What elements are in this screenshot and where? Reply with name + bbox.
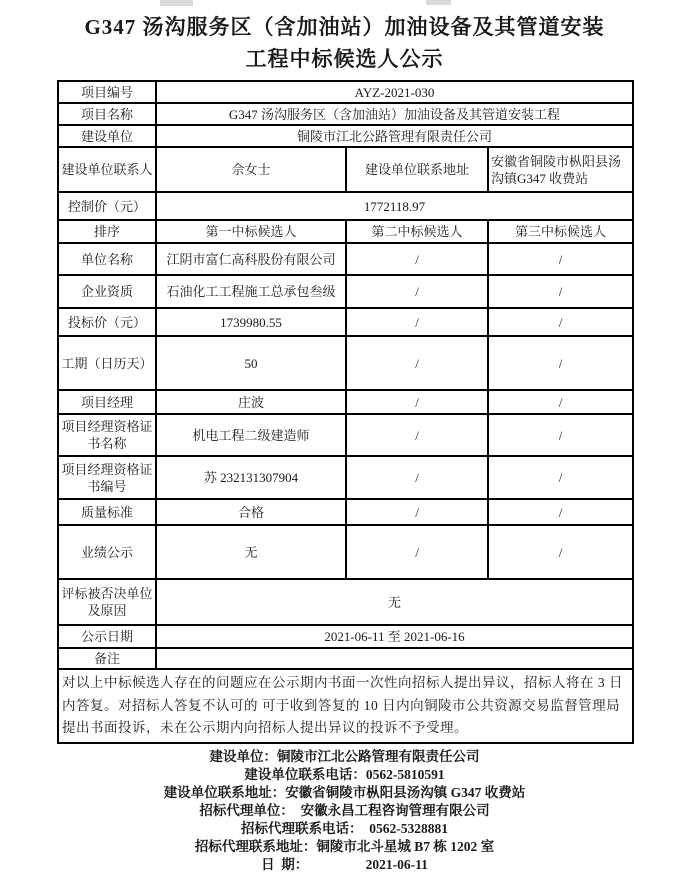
table-row [58, 103, 633, 125]
remark-value [156, 648, 633, 669]
company-label: 单位名称 [58, 243, 156, 275]
manager-third: / [488, 390, 633, 414]
footer-agent: 招标代理单位： 安徽永昌工程咨询管理有限公司 [199, 802, 490, 818]
footer-owner: 建设单位：铜陵市江北公路管理有限责任公司 [209, 748, 480, 764]
bid-price-second: / [346, 308, 488, 336]
footer-block [0, 748, 689, 874]
cert-name-third: / [488, 414, 633, 456]
manager-second: / [346, 390, 488, 414]
remark-label: 备注 [58, 648, 156, 669]
qualification-third: / [488, 275, 633, 308]
page-title [0, 0, 689, 75]
control-price-label: 控制价（元） [58, 192, 156, 220]
footer-agent-phone: 招标代理联系电话： 0562-5328881 [241, 820, 448, 836]
duration-third: / [488, 336, 633, 390]
rejected-label: 评标被否决单位及原因 [58, 579, 156, 625]
publicity-date-label: 公示日期 [58, 625, 156, 648]
performance-second: / [346, 525, 488, 579]
rejected-value: 无 [156, 579, 633, 625]
bid-price-label: 投标价（元） [58, 308, 156, 336]
owner-value: 铜陵市江北公路管理有限责任公司 [156, 125, 633, 147]
company-second: / [346, 243, 488, 275]
control-price-value: 1772118.97 [156, 192, 633, 220]
table-row [58, 414, 633, 456]
duration-first: 50 [156, 336, 346, 390]
table-row [58, 308, 633, 336]
top-edge-artifact-left [160, 0, 193, 6]
contact-address-label: 建设单位联系地址 [346, 147, 488, 192]
qualification-second: / [346, 275, 488, 308]
rank-third-header: 第三中标候选人 [488, 220, 633, 243]
table-row [58, 525, 633, 579]
cert-no-label: 项目经理资格证书编号 [58, 456, 156, 499]
table-row [58, 579, 633, 625]
manager-label: 项目经理 [58, 390, 156, 414]
table-row [58, 147, 633, 192]
table-row [58, 625, 633, 648]
project-name-label: 项目名称 [58, 103, 156, 125]
cert-no-first: 苏 232131307904 [156, 456, 346, 499]
table-row [58, 648, 633, 669]
project-no-label: 项目编号 [58, 81, 156, 103]
footer-agent-address: 招标代理联系地址：铜陵市北斗星城 B7 栋 1202 室 [194, 838, 495, 854]
contact-label: 建设单位联系人 [58, 147, 156, 192]
company-first: 江阴市富仁高科股份有限公司 [156, 243, 346, 275]
table-row [58, 81, 633, 103]
page-title-line2: 工程中标候选人公示 [245, 47, 444, 71]
rank-first-header: 第一中标候选人 [156, 220, 346, 243]
footer-owner-phone: 建设单位联系电话：0562-5810591 [244, 766, 445, 782]
performance-first: 无 [156, 525, 346, 579]
objection-notice: 对以上中标候选人存在的问题应在公示期内书面一次性向招标人提出异议，招标人将在 3 日内答复。对招标人答复不认可的 可于收到答复的 10 日内向铜陵市公共资源交易监督管理局提出书面投诉，未在公示期内向招标人提出异议的投诉不予受理。 [58, 669, 633, 743]
bid-result-table [57, 80, 634, 744]
cert-no-second: / [346, 456, 488, 499]
page-title-line1: G347 汤沟服务区（含加油站）加油设备及其管道安装 [84, 15, 605, 39]
rank-header-label: 排序 [58, 220, 156, 243]
performance-label: 业绩公示 [58, 525, 156, 579]
qualification-label: 企业资质 [58, 275, 156, 308]
table-row [58, 456, 633, 499]
table-row [58, 390, 633, 414]
contact-address-value: 安徽省铜陵市枞阳县汤沟镇G347 收费站 [488, 147, 633, 192]
quality-label: 质量标准 [58, 499, 156, 525]
project-no-value: AYZ-2021-030 [156, 81, 633, 103]
qualification-first: 石油化工工程施工总承包叁级 [156, 275, 346, 308]
bid-price-first: 1739980.55 [156, 308, 346, 336]
top-edge-artifact-right [426, 0, 451, 5]
table-row [58, 275, 633, 308]
rank-second-header: 第二中标候选人 [346, 220, 488, 243]
quality-third: / [488, 499, 633, 525]
footer-date: 日 期： 2021-06-11 [261, 856, 428, 872]
performance-third: / [488, 525, 633, 579]
bid-price-third: / [488, 308, 633, 336]
owner-label: 建设单位 [58, 125, 156, 147]
publicity-date-value: 2021-06-11 至 2021-06-16 [156, 625, 633, 648]
quality-first: 合格 [156, 499, 346, 525]
quality-second: / [346, 499, 488, 525]
contact-value: 佘女士 [156, 147, 346, 192]
table-row [58, 220, 633, 243]
project-name-value: G347 汤沟服务区（含加油站）加油设备及其管道安装工程 [156, 103, 633, 125]
table-row [58, 243, 633, 275]
table-row [58, 125, 633, 147]
manager-first: 庄波 [156, 390, 346, 414]
table-row [58, 336, 633, 390]
footer-owner-address: 建设单位联系地址：安徽省铜陵市枞阳县汤沟镇 G347 收费站 [163, 784, 526, 800]
duration-label: 工期（日历天） [58, 336, 156, 390]
table-row [58, 669, 633, 743]
cert-no-third: / [488, 456, 633, 499]
cert-name-second: / [346, 414, 488, 456]
table-row [58, 499, 633, 525]
cert-name-first: 机电工程二级建造师 [156, 414, 346, 456]
duration-second: / [346, 336, 488, 390]
cert-name-label: 项目经理资格证书名称 [58, 414, 156, 456]
company-third: / [488, 243, 633, 275]
table-row [58, 192, 633, 220]
